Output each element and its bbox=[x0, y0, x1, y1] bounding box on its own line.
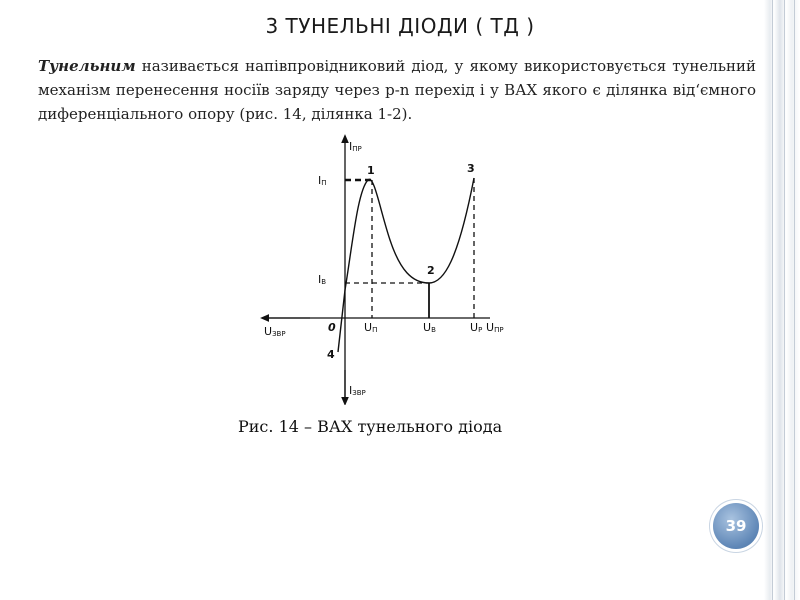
point-label-3: 3 bbox=[467, 162, 475, 175]
point-label-4: 4 bbox=[327, 348, 335, 361]
axis-label-u-reverse: UЗВР bbox=[264, 325, 286, 338]
axis-label-i-reverse: IЗВР bbox=[349, 384, 366, 397]
slide-title: 3 ТУНЕЛЬНІ ДІОДИ ( ТД ) bbox=[265, 14, 535, 38]
tunnel-diode-iv-diagram bbox=[250, 130, 520, 405]
tick-label-origin: 0 bbox=[328, 321, 336, 334]
point-label-2: 2 bbox=[427, 264, 435, 277]
definition-text: називається напівпровідниковий діод, у якому використовується тунельний механізм перенесення носіїв заряду через p-n перехід і у ВАХ якого є ділянка від‘ємного диференціального опору (рис. 14, ділянка 1-2). bbox=[38, 57, 756, 123]
axis-label-i-forward: IПР bbox=[349, 140, 362, 153]
definition-term: Тунельним bbox=[38, 57, 136, 75]
tick-label-u-peak: UП bbox=[364, 321, 378, 334]
definition-paragraph bbox=[38, 54, 756, 126]
iv-curve bbox=[338, 178, 474, 352]
tick-label-u-r: UР bbox=[470, 321, 483, 334]
page-number-badge: 39 bbox=[713, 503, 759, 549]
tick-label-u-valley: UВ bbox=[423, 321, 436, 334]
level-label-i-peak: IП bbox=[318, 174, 327, 187]
slide-right-border bbox=[764, 0, 800, 600]
axis-label-u-forward: UПР bbox=[486, 321, 504, 334]
level-label-i-valley: IВ bbox=[318, 273, 327, 286]
point-label-1: 1 bbox=[367, 164, 375, 177]
figure-caption: Рис. 14 – ВАХ тунельного діода bbox=[238, 417, 503, 436]
